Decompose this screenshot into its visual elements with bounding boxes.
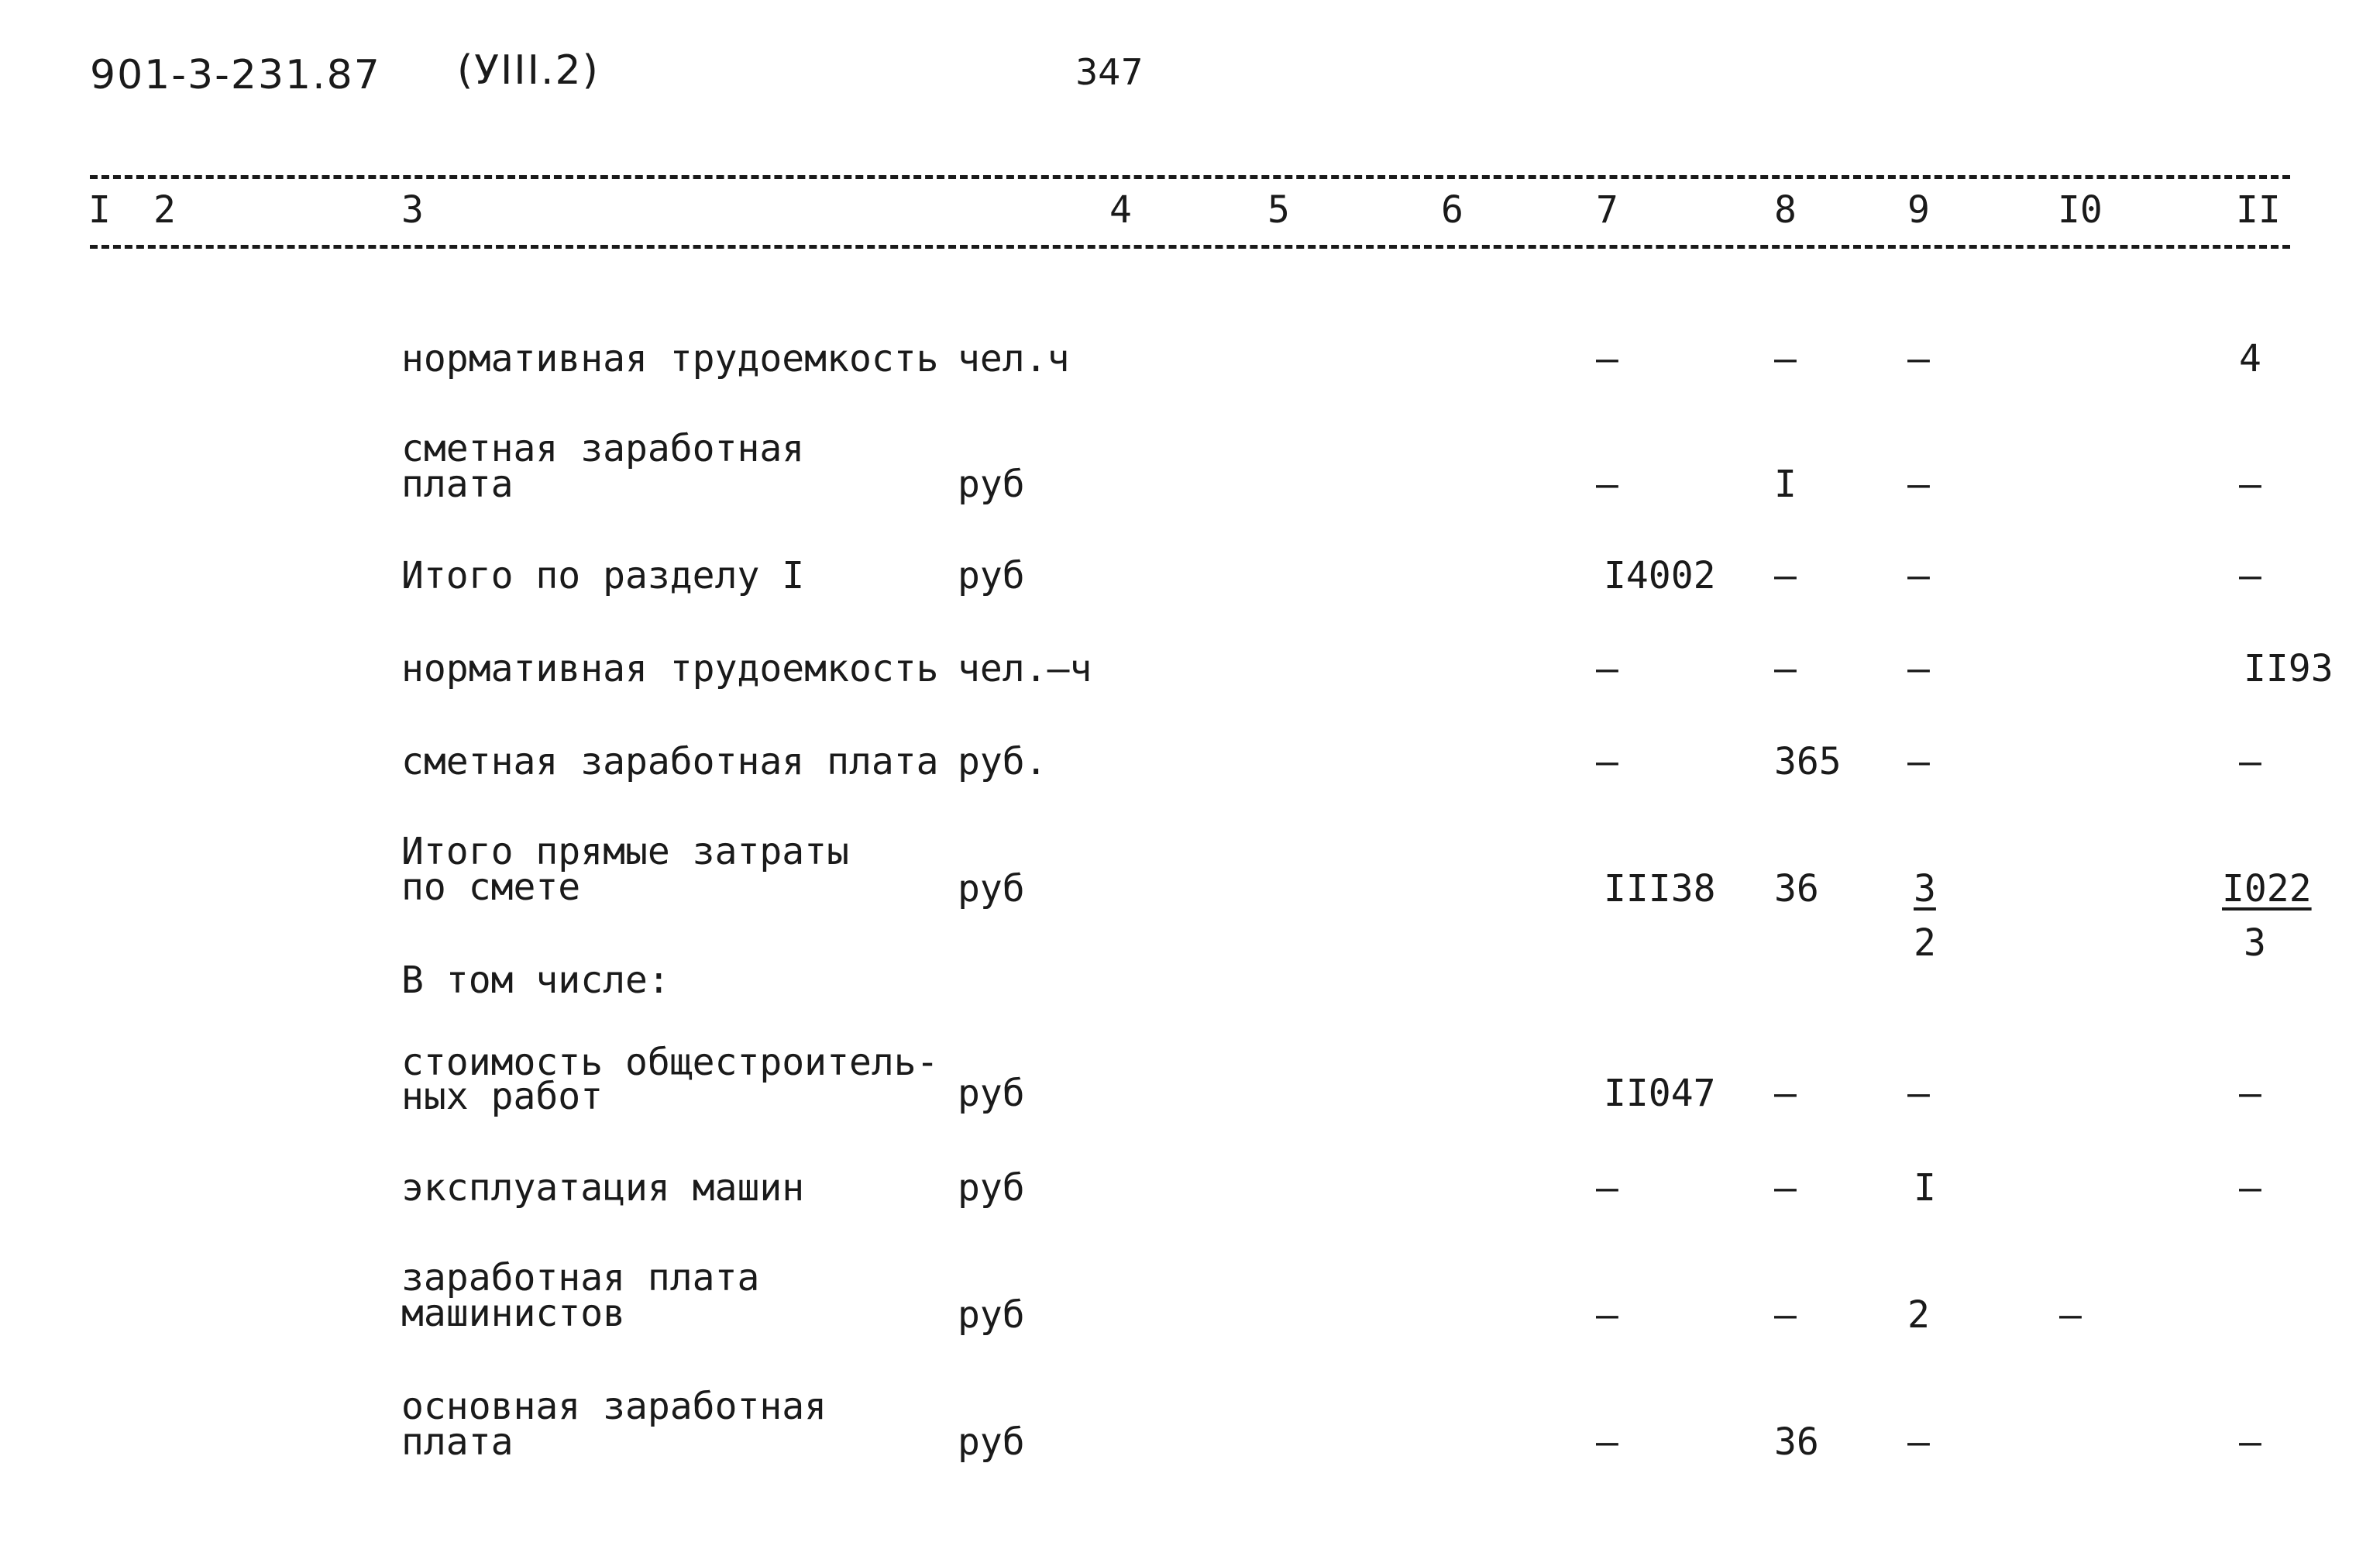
row-label-line2: по смете — [401, 866, 581, 909]
row-label: нормативная трудоемкость — [401, 337, 939, 380]
row-label-line1: стоимость общестроитель- — [401, 1041, 939, 1084]
row-label-line1: заработная плата — [401, 1256, 760, 1300]
header-rule-bottom — [90, 245, 2290, 249]
row-col7: – — [1596, 337, 1618, 380]
row-col8: – — [1774, 1293, 1797, 1337]
row-label: нормативная трудоемкость — [401, 647, 939, 690]
row-col7: III38 — [1604, 867, 1716, 911]
row-col8: – — [1774, 554, 1797, 597]
row-col11-numerator: I022 — [2222, 867, 2312, 911]
row-col9: – — [1907, 463, 1930, 506]
row-col7: II047 — [1604, 1072, 1716, 1115]
row-col9: – — [1907, 647, 1930, 690]
row-label: эксплуатация машин — [401, 1166, 805, 1210]
row-col10: – — [2059, 1293, 2082, 1337]
row-col8: 365 — [1774, 740, 1842, 783]
row-label: сметная заработная плата — [401, 740, 939, 783]
row-col8: I — [1774, 463, 1797, 506]
row-col8: 36 — [1774, 867, 1819, 911]
column-header-7: 7 — [1596, 188, 1618, 232]
column-header-10: I0 — [2058, 188, 2103, 232]
column-header-6: 6 — [1441, 188, 1463, 232]
row-label-line2: машинистов — [401, 1292, 625, 1335]
column-header-1: I — [88, 188, 111, 232]
column-header-3: 3 — [401, 188, 424, 232]
row-label: Итого по разделу I — [401, 554, 805, 597]
row-col11: – — [2239, 554, 2261, 597]
row-unit: руб — [958, 463, 1025, 506]
row-col9: – — [1907, 554, 1930, 597]
row-unit: руб — [958, 554, 1025, 597]
row-unit: руб — [958, 1420, 1025, 1464]
row-col8: 36 — [1774, 1420, 1819, 1464]
column-header-11: II — [2236, 188, 2281, 232]
row-unit: чел.–ч — [958, 647, 1092, 690]
row-label-line2: ных работ — [401, 1075, 604, 1118]
row-col7: – — [1596, 1293, 1618, 1337]
row-col8: – — [1774, 1072, 1797, 1115]
column-header-2: 2 — [153, 188, 176, 232]
row-col9: – — [1907, 1420, 1930, 1464]
row-label-line1: сметная заработная — [401, 427, 805, 470]
row-col11: II93 — [2244, 647, 2334, 690]
row-col7: – — [1596, 1166, 1618, 1210]
row-col9: I — [1914, 1166, 1936, 1210]
row-col7: – — [1596, 1420, 1618, 1464]
row-unit: руб — [958, 867, 1025, 911]
row-unit: чел.ч — [958, 337, 1070, 380]
row-col9: – — [1907, 337, 1930, 380]
row-col11: 4 — [2239, 337, 2261, 380]
row-col11: – — [2239, 463, 2261, 506]
row-unit: руб. — [958, 740, 1047, 783]
row-unit: руб — [958, 1293, 1025, 1337]
row-col9: – — [1907, 1072, 1930, 1115]
row-col7: – — [1596, 647, 1618, 690]
row-label-line1: Итого прямые затраты — [401, 830, 849, 873]
row-col11: – — [2239, 1166, 2261, 1210]
row-unit: руб — [958, 1072, 1025, 1115]
row-col8: – — [1774, 647, 1797, 690]
row-label: В том числе: — [401, 959, 670, 1002]
document-code: 901-3-231.87 — [90, 52, 381, 98]
section-code: (УIII.2) — [457, 47, 600, 94]
row-col9-denominator: 2 — [1914, 921, 1936, 965]
column-header-9: 9 — [1907, 188, 1930, 232]
row-col9: 2 — [1907, 1293, 1930, 1337]
column-header-5: 5 — [1267, 188, 1290, 232]
column-header-4: 4 — [1109, 188, 1132, 232]
row-label-line2: плата — [401, 463, 514, 506]
row-col7: – — [1596, 740, 1618, 783]
row-label-line2: плата — [401, 1420, 514, 1464]
row-col7: – — [1596, 463, 1618, 506]
row-unit: руб — [958, 1166, 1025, 1210]
header-rule-top — [90, 175, 2290, 179]
row-col8: – — [1774, 1166, 1797, 1210]
row-label-line1: основная заработная — [401, 1385, 827, 1428]
row-col9-numerator: 3 — [1914, 867, 1936, 911]
row-col9: – — [1907, 740, 1930, 783]
row-col11: – — [2239, 1072, 2261, 1115]
column-header-8: 8 — [1774, 188, 1797, 232]
page-number: 347 — [1075, 51, 1144, 93]
row-col7: I4002 — [1604, 554, 1716, 597]
row-col11: – — [2239, 1420, 2261, 1464]
row-col8: – — [1774, 337, 1797, 380]
row-col11-denominator: 3 — [2244, 921, 2266, 965]
row-col11: – — [2239, 740, 2261, 783]
